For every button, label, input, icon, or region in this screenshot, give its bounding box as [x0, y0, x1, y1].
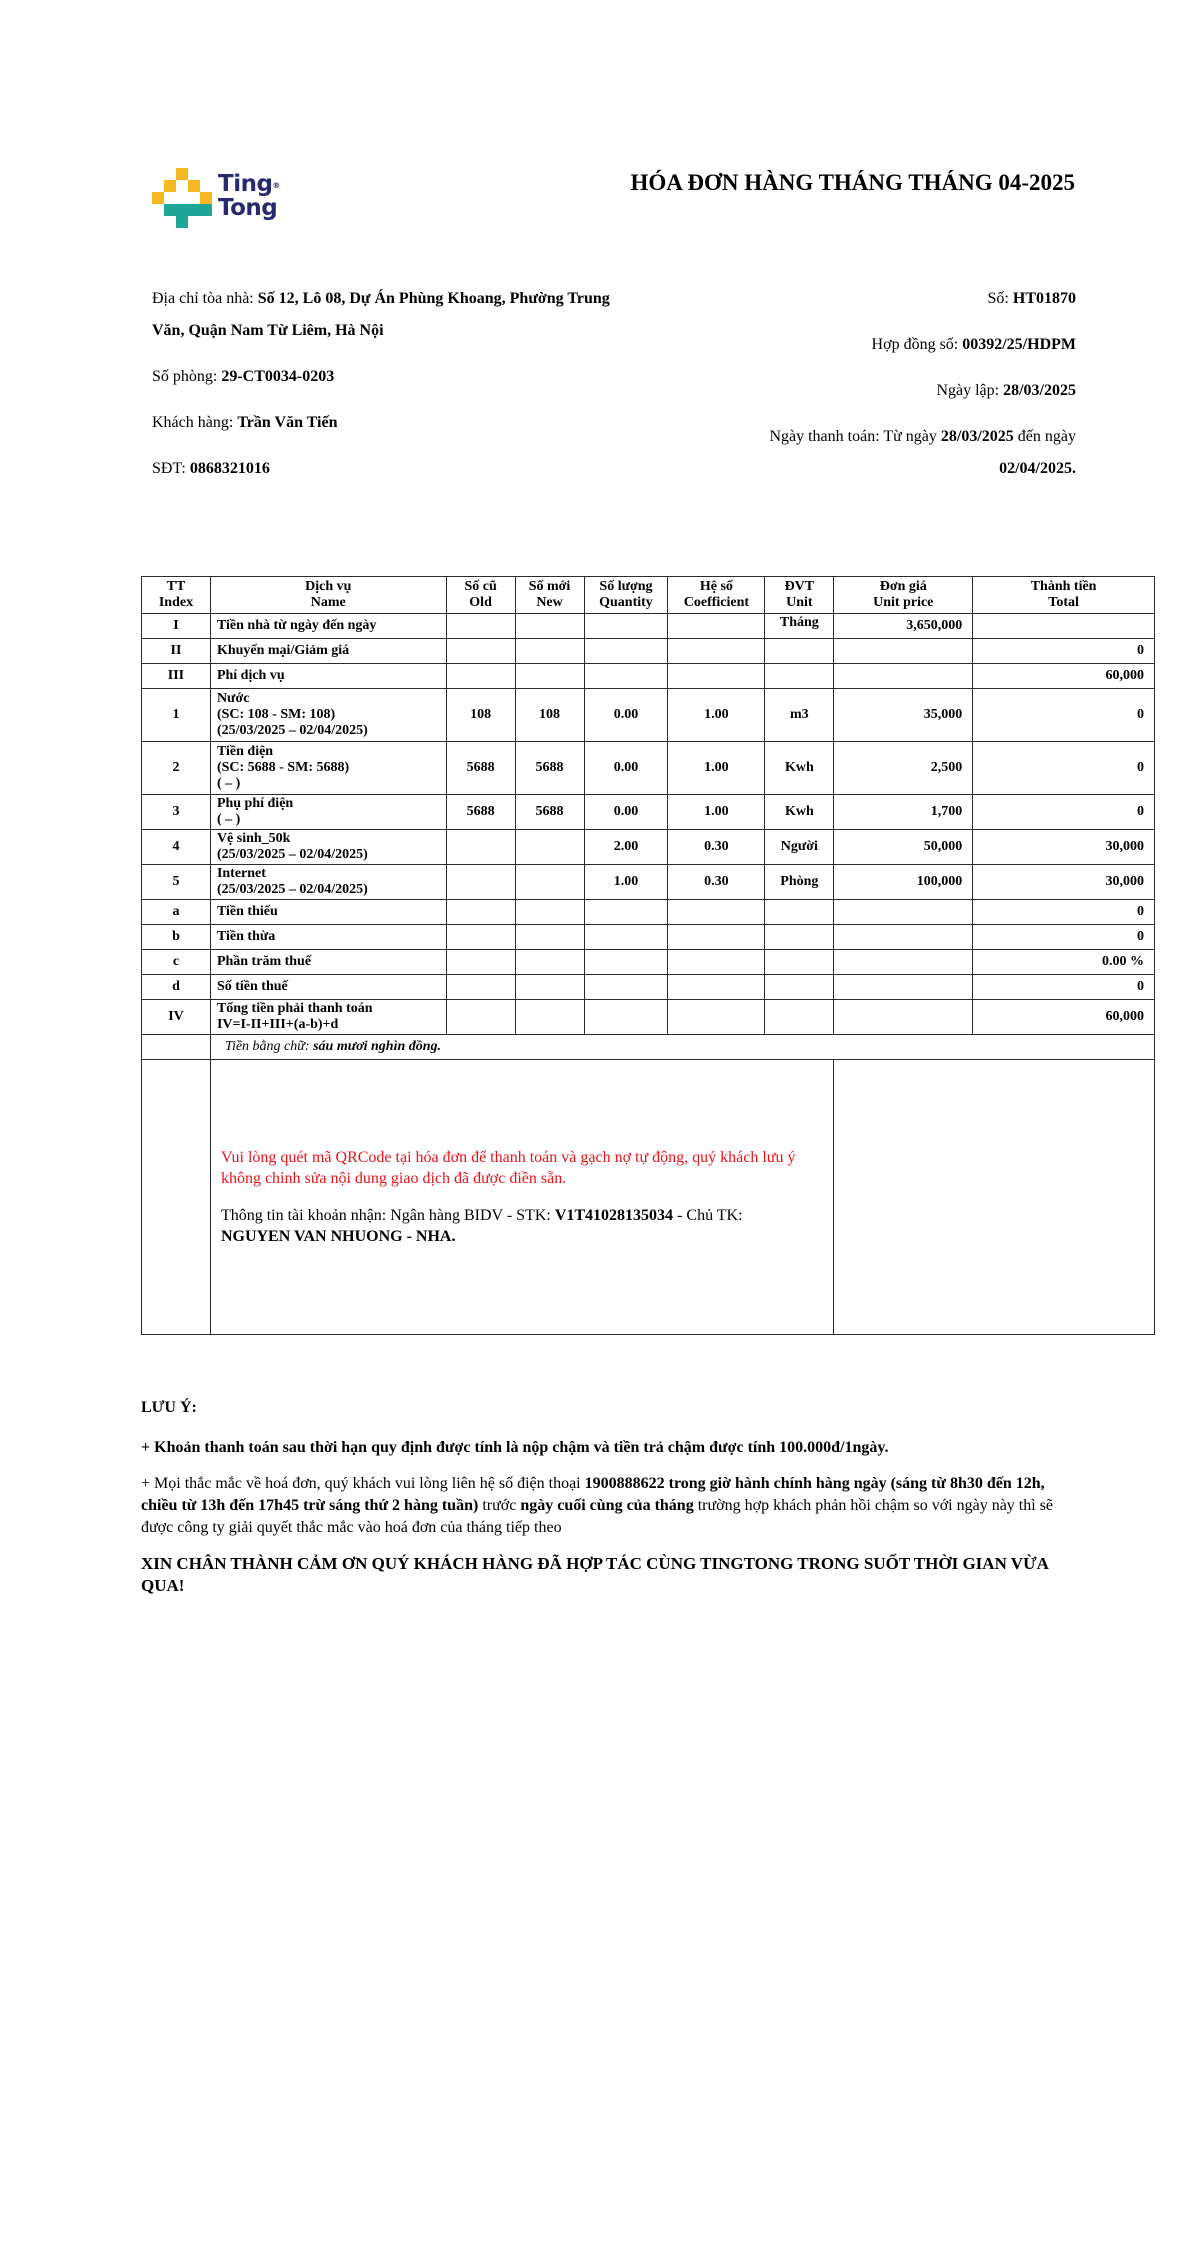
customer-info [152, 283, 622, 485]
cell-new [515, 830, 584, 865]
cell-old: 5688 [446, 795, 515, 830]
cell-price [834, 950, 973, 975]
cell-coef: 0.30 [668, 865, 765, 900]
cell-old [446, 830, 515, 865]
cell-old [446, 975, 515, 1000]
cell-name: Internet (25/03/2025 – 02/04/2025) [210, 865, 446, 900]
cell-price [834, 664, 973, 689]
cell-name: Phần trăm thuế [210, 950, 446, 975]
cell-qty [584, 975, 668, 1000]
cell-new: 108 [515, 689, 584, 742]
amount-in-words: Tiền bằng chữ: sáu mươi nghìn đồng. [210, 1035, 1154, 1060]
cell-total [973, 614, 1155, 639]
cell-total: 0 [973, 900, 1155, 925]
cell-price: 35,000 [834, 689, 973, 742]
cell-index: II [142, 639, 211, 664]
cell-total: 0 [973, 689, 1155, 742]
logo-wordmark: Ting® Tong [218, 171, 280, 221]
late-payment-note: + Khoản thanh toán sau thời hạn quy định được tính là nộp chậm và tiền trả chậm được tính 100.000đ/1ngày. [141, 1439, 889, 1456]
amount-in-words-row [142, 1035, 1155, 1060]
cell-index: d [142, 975, 211, 1000]
thank-you-message: XIN CHÂN THÀNH CẢM ƠN QUÝ KHÁCH HÀNG ĐÃ HỢP TÁC CÙNG TINGTONG TRONG SUỐT THỜI GIAN VỪA QUA! [141, 1554, 1048, 1595]
contract-number: Hợp đồng số: 00392/25/HDPM [871, 336, 1076, 353]
header-new: Số mới New [515, 577, 584, 614]
cell-coef: 1.00 [668, 795, 765, 830]
cell-new [515, 639, 584, 664]
room-number: Số phòng: 29-CT0034-0203 [152, 368, 335, 385]
cell-qty [584, 925, 668, 950]
cell-coef [668, 614, 765, 639]
cell-qty [584, 1000, 668, 1035]
header-unit-price: Đơn giá Unit price [834, 577, 973, 614]
header-old: Số cũ Old [446, 577, 515, 614]
header-coefficient: Hệ số Coefficient [668, 577, 765, 614]
cell-old [446, 865, 515, 900]
cell-unit [765, 900, 834, 925]
table-row [142, 795, 1155, 830]
cell-coef [668, 900, 765, 925]
cell-coef: 1.00 [668, 742, 765, 795]
bank-account-info: Thông tin tài khoản nhận: Ngân hàng BIDV - STK: V1T41028135034 - Chủ TK: NGUYEN VAN NHUONG - NHA. [220, 1207, 743, 1245]
cell-name: Tổng tiền phải thanh toán IV=I-II+III+(a-b)+d [210, 1000, 446, 1035]
table-row [142, 614, 1155, 639]
header-name: Dịch vụ Name [210, 577, 446, 614]
cell-index: 2 [142, 742, 211, 795]
cell-old [446, 664, 515, 689]
invoice-meta [656, 283, 1076, 485]
cell-old [446, 639, 515, 664]
cell-old: 108 [446, 689, 515, 742]
cell-unit: Tháng [765, 614, 834, 639]
cell-price [834, 639, 973, 664]
cell-total: 0 [973, 925, 1155, 950]
cell-total: 60,000 [973, 664, 1155, 689]
table-row [142, 830, 1155, 865]
cell-coef [668, 950, 765, 975]
header-total: Thành tiền Total [973, 577, 1155, 614]
table-row [142, 975, 1155, 1000]
header-unit: ĐVT Unit [765, 577, 834, 614]
cell-old [446, 950, 515, 975]
cell-price: 1,700 [834, 795, 973, 830]
cell-new [515, 950, 584, 975]
cell-price: 50,000 [834, 830, 973, 865]
contact-note: + Mọi thắc mắc về hoá đơn, quý khách vui lòng liên hệ số điện thoại 1900888622 trong giờ hành chính hàng ngày (sáng từ 8h30 đến 12h, chiều từ 13h đến 17h45 trừ sáng thứ 2 hàng tuần) trước ngày cuối cùng của tháng trường hợp khách phản hồi chậm so với ngày này thì sẽ được công ty giải quyết thắc mắc vào hoá đơn của tháng tiếp theo [141, 1475, 1054, 1536]
cell-unit [765, 664, 834, 689]
cell-unit: m3 [765, 689, 834, 742]
table-row [142, 639, 1155, 664]
cell-old [446, 900, 515, 925]
cell-qty: 0.00 [584, 742, 668, 795]
cell-qty: 0.00 [584, 795, 668, 830]
cell-price [834, 1000, 973, 1035]
table-row [142, 925, 1155, 950]
cell-index: 3 [142, 795, 211, 830]
cell-total: 0 [973, 639, 1155, 664]
cell-coef [668, 639, 765, 664]
cell-total: 60,000 [973, 1000, 1155, 1035]
cell-new [515, 865, 584, 900]
cell-total: 0 [973, 742, 1155, 795]
cell-total: 0 [973, 975, 1155, 1000]
cell-name: Phí dịch vụ [210, 664, 446, 689]
cell-name: Khuyến mại/Giảm giá [210, 639, 446, 664]
cell-qty: 2.00 [584, 830, 668, 865]
cell-unit: Phòng [765, 865, 834, 900]
cell-qty: 1.00 [584, 865, 668, 900]
table-row [142, 950, 1155, 975]
cell-coef [668, 925, 765, 950]
qr-code-area [834, 1060, 1155, 1335]
cell-name: Vệ sinh_50k (25/03/2025 – 02/04/2025) [210, 830, 446, 865]
cell-unit [765, 639, 834, 664]
table-row [142, 689, 1155, 742]
cell-qty [584, 639, 668, 664]
payment-box-row [142, 1060, 1155, 1335]
cell-index: b [142, 925, 211, 950]
cell-index: a [142, 900, 211, 925]
qr-notice: Vui lòng quét mã QRCode tại hóa đơn để thanh toán và gạch nợ tự động, quý khách lưu ý không chỉnh sửa nội dung giao dịch đã được điền sẵn. [220, 1149, 796, 1187]
cell-coef: 1.00 [668, 689, 765, 742]
cell-total: 30,000 [973, 865, 1155, 900]
cell-coef [668, 1000, 765, 1035]
cell-name: Số tiền thuế [210, 975, 446, 1000]
cell-new: 5688 [515, 795, 584, 830]
cell-new: 5688 [515, 742, 584, 795]
cell-name: Tiền nhà từ ngày đến ngày [210, 614, 446, 639]
tingtong-logo [152, 168, 292, 230]
cell-new [515, 925, 584, 950]
invoice-table [141, 576, 1155, 1335]
cell-unit: Kwh [765, 795, 834, 830]
cell-new [515, 975, 584, 1000]
cell-qty: 0.00 [584, 689, 668, 742]
cell-unit [765, 1000, 834, 1035]
cell-new [515, 664, 584, 689]
cell-name: Nước (SC: 108 - SM: 108) (25/03/2025 – 02/04/2025) [210, 689, 446, 742]
cell-qty [584, 614, 668, 639]
cell-new [515, 1000, 584, 1035]
cell-new [515, 900, 584, 925]
notes-heading: LƯU Ý: [141, 1399, 197, 1416]
cell-total: 0.00 % [973, 950, 1155, 975]
invoice-number: Số: HT01870 [987, 290, 1076, 307]
cell-qty [584, 950, 668, 975]
table-header-row [142, 577, 1155, 614]
cell-qty [584, 664, 668, 689]
cell-index: IV [142, 1000, 211, 1035]
table-row [142, 1000, 1155, 1035]
cell-price [834, 925, 973, 950]
cell-price: 3,650,000 [834, 614, 973, 639]
cell-old: 5688 [446, 742, 515, 795]
customer-phone: SĐT: 0868321016 [152, 460, 270, 477]
cell-price [834, 900, 973, 925]
cell-index: 4 [142, 830, 211, 865]
payment-period: Ngày thanh toán: Từ ngày 28/03/2025 đến ngày 02/04/2025. [769, 428, 1076, 477]
cell-total: 0 [973, 795, 1155, 830]
cell-unit: Người [765, 830, 834, 865]
cell-index: III [142, 664, 211, 689]
table-body [142, 614, 1155, 1035]
cell-unit: Kwh [765, 742, 834, 795]
cell-old [446, 614, 515, 639]
cell-name: Phụ phí điện ( – ) [210, 795, 446, 830]
header-index: TT Index [142, 577, 211, 614]
cell-unit [765, 925, 834, 950]
table-row [142, 664, 1155, 689]
cell-coef: 0.30 [668, 830, 765, 865]
cell-name: Tiền điện (SC: 5688 - SM: 5688) ( – ) [210, 742, 446, 795]
cell-unit [765, 975, 834, 1000]
cell-total: 30,000 [973, 830, 1155, 865]
header-quantity: Số lượng Quantity [584, 577, 668, 614]
table-row [142, 742, 1155, 795]
created-date: Ngày lập: 28/03/2025 [936, 382, 1076, 399]
cell-price: 100,000 [834, 865, 973, 900]
cell-qty [584, 900, 668, 925]
invoice-title: HÓA ĐƠN HÀNG THÁNG THÁNG 04-2025 [630, 170, 1075, 195]
cell-name: Tiền thiếu [210, 900, 446, 925]
cell-index: 5 [142, 865, 211, 900]
cell-old [446, 1000, 515, 1035]
cell-index: c [142, 950, 211, 975]
cell-old [446, 925, 515, 950]
cell-coef [668, 664, 765, 689]
table-row [142, 900, 1155, 925]
cell-new [515, 614, 584, 639]
cell-index: I [142, 614, 211, 639]
table-row [142, 865, 1155, 900]
cell-price [834, 975, 973, 1000]
cell-index: 1 [142, 689, 211, 742]
building-address: Địa chỉ tòa nhà: Số 12, Lô 08, Dự Án Phùng Khoang, Phường Trung Văn, Quận Nam Từ Liêm, Hà Nội [152, 290, 610, 339]
cell-name: Tiền thừa [210, 925, 446, 950]
notes-section [141, 1397, 1081, 1597]
cell-coef [668, 975, 765, 1000]
customer-name: Khách hàng: Trần Văn Tiến [152, 414, 338, 431]
cell-price: 2,500 [834, 742, 973, 795]
payment-info [210, 1060, 833, 1335]
cell-unit [765, 950, 834, 975]
